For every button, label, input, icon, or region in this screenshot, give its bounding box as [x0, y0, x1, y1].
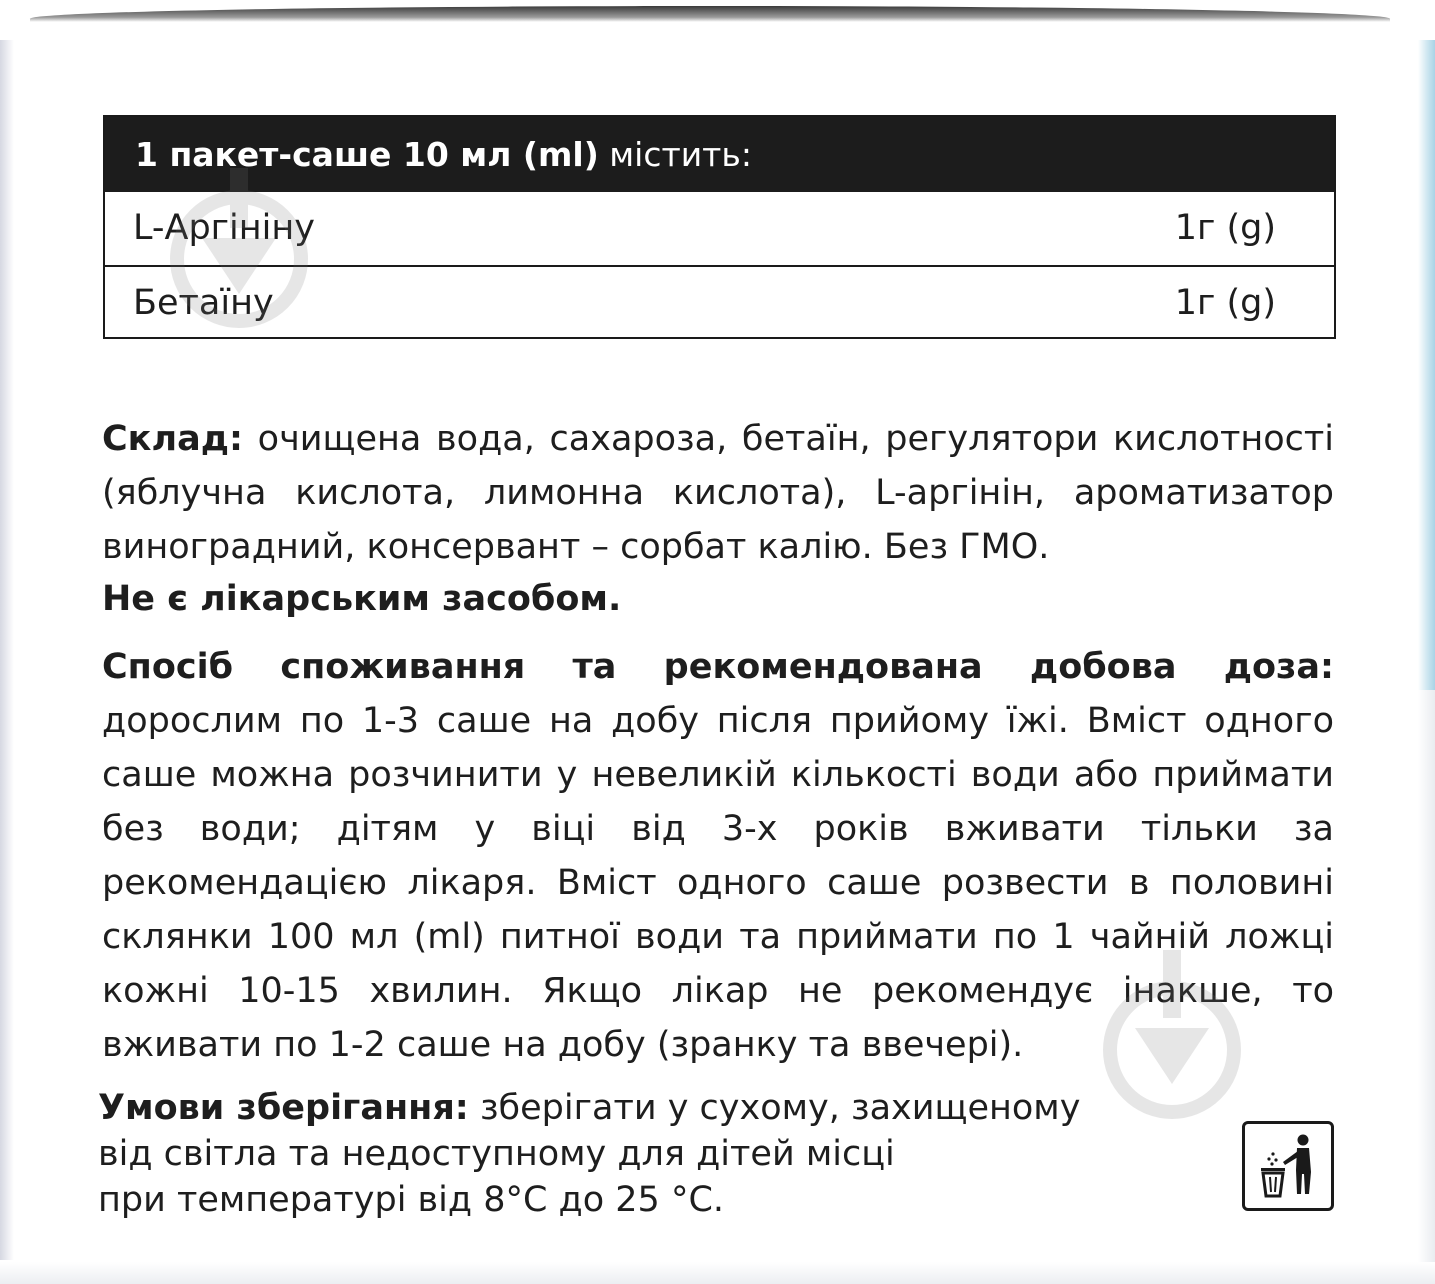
- box-right-edge-lower: [1418, 690, 1435, 1284]
- composition-paragraph: [102, 412, 1334, 574]
- not-medicine-notice: Не є лікарським засобом.: [102, 579, 622, 619]
- header-bold-part: 1 пакет-саше 10 мл (ml): [135, 135, 599, 174]
- header-rest: містить:: [598, 135, 752, 174]
- box-left-edge: [0, 40, 14, 1260]
- ingredient-name: L-Аргініну: [133, 208, 315, 248]
- storage-line-3: при температурі від 8°C до 25 °C.: [98, 1180, 725, 1220]
- trash-bin-person-icon: [1242, 1121, 1334, 1211]
- storage-line-1: [98, 1085, 1158, 1131]
- composition-text: очищена вода, сахароза, бетаїн, регулятори кислотності (яблучна кислота, лимонна кислота), L-аргінін, ароматизатор виноградний, консервант – сорбат калію. Без ГМО.: [102, 419, 1334, 567]
- storage-label: Умови зберігання:: [98, 1088, 469, 1128]
- composition-label: Склад:: [102, 419, 243, 459]
- storage-line-2: від світла та недоступному для дітей місці: [98, 1134, 895, 1174]
- usage-text: дорослим по 1-3 саше на добу після прийому їжі. Вміст одного саше можна розчинити у невеликій кількості води або приймати без води; дітям у віці від 3-х років вживати тільки за рекомендацією лікаря. Вміст одного саше розвести в половині склянки 100 мл (ml) питної води та приймати по 1 чайній ложці кожні 10-15 хвилин. Якщо лікар не рекомендує інакше, то вживати по 1-2 саше на добу (зранку та ввечері).: [102, 701, 1334, 1065]
- box-right-edge: [1418, 40, 1435, 690]
- box-bottom-edge: [0, 1262, 1435, 1284]
- ingredient-name: Бетаїну: [133, 283, 274, 323]
- download-arrow-circle-icon: [1101, 950, 1243, 1120]
- storage-line-1-text: зберігати у сухому, захищеному: [468, 1088, 1081, 1128]
- ingredient-amount: 1г (g): [1174, 283, 1276, 323]
- ingredient-amount: 1г (g): [1174, 208, 1276, 248]
- usage-label: Спосіб споживання та рекомендована добова доза:: [102, 647, 1334, 687]
- storage-conditions: [98, 1085, 1158, 1223]
- download-arrow-circle-icon: [168, 168, 310, 328]
- box-top-edge: [30, 6, 1390, 22]
